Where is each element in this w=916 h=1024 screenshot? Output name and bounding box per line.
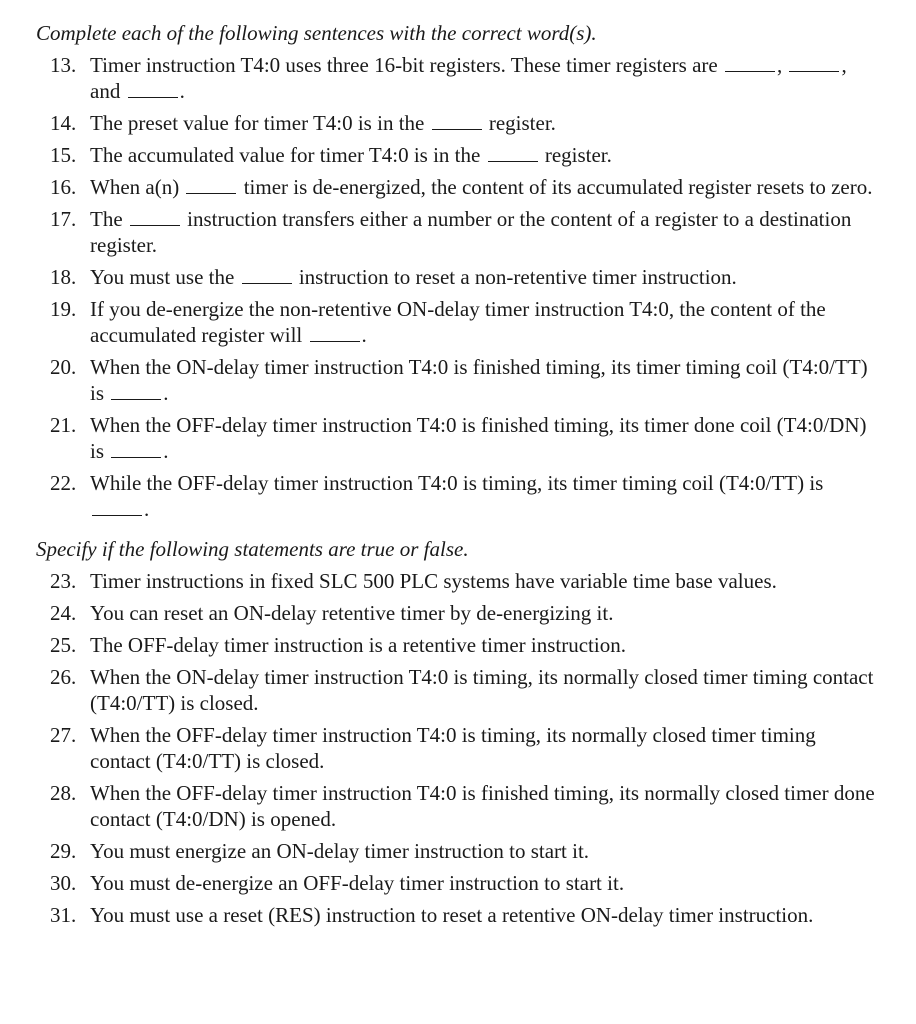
answer-blank[interactable] <box>128 79 178 98</box>
question-text: You must energize an ON-delay timer instruction to start it. <box>90 839 590 863</box>
question-item <box>36 568 880 594</box>
question-number: 13. <box>50 53 77 77</box>
question-number: 29. <box>50 839 77 863</box>
question-number: 19. <box>50 297 77 321</box>
question-item <box>36 600 880 626</box>
answer-blank[interactable] <box>789 53 839 72</box>
question-number: 21. <box>50 413 77 437</box>
question-number: 26. <box>50 665 77 689</box>
question-text: When the ON-delay timer instruction T4:0 is finished timing, its timer timing coil (T4:0/TT) is <box>90 355 868 405</box>
answer-blank[interactable] <box>111 439 161 458</box>
question-item <box>36 110 880 136</box>
question-text: , <box>776 53 788 77</box>
question-text: The accumulated value for timer T4:0 is in the <box>90 143 486 167</box>
question-item <box>36 838 880 864</box>
question-number: 30. <box>50 871 77 895</box>
question-number: 31. <box>50 903 77 927</box>
question-number: 23. <box>50 569 77 593</box>
answer-blank[interactable] <box>488 143 538 162</box>
question-text: While the OFF-delay timer instruction T4:0 is timing, its timer timing coil (T4:0/TT) is <box>90 471 824 495</box>
question-text: instruction transfers either a number or the content of a register to a destination register. <box>90 207 852 257</box>
question-text: . <box>163 439 169 463</box>
question-item <box>36 664 880 716</box>
question-text: The <box>90 207 128 231</box>
question-text: If you de-energize the non-retentive ON-delay timer instruction T4:0, the content of the accumulated register will <box>90 297 826 347</box>
question-text: . <box>163 381 169 405</box>
answer-blank[interactable] <box>310 323 360 342</box>
question-text: You must use the <box>90 265 240 289</box>
question-number: 20. <box>50 355 77 379</box>
question-number: 14. <box>50 111 77 135</box>
question-text: You must use a reset (RES) instruction to reset a retentive ON-delay timer instruction. <box>90 903 814 927</box>
question-text: The OFF-delay timer instruction is a retentive timer instruction. <box>90 633 626 657</box>
question-text: , and <box>90 53 847 103</box>
question-number: 15. <box>50 143 77 167</box>
question-item <box>36 632 880 658</box>
answer-blank[interactable] <box>92 497 142 516</box>
question-number: 18. <box>50 265 77 289</box>
question-text: . <box>144 497 150 521</box>
question-number: 28. <box>50 781 77 805</box>
question-item <box>36 902 880 928</box>
question-number: 17. <box>50 207 77 231</box>
question-text: instruction to reset a non-retentive timer instruction. <box>293 265 737 289</box>
question-text: register. <box>539 143 612 167</box>
section1-instruction: Complete each of the following sentences with the correct word(s). <box>36 21 597 45</box>
question-text: register. <box>483 111 556 135</box>
question-item <box>36 296 880 348</box>
answer-blank[interactable] <box>186 175 236 194</box>
question-item <box>36 206 880 258</box>
question-item <box>36 722 880 774</box>
question-item <box>36 264 880 290</box>
question-item <box>36 142 880 168</box>
section1-list <box>36 52 880 522</box>
question-text: Timer instruction T4:0 uses three 16-bit registers. These timer registers are <box>90 53 723 77</box>
answer-blank[interactable] <box>242 265 292 284</box>
question-number: 27. <box>50 723 77 747</box>
question-text: . <box>179 79 185 103</box>
answer-blank[interactable] <box>725 53 775 72</box>
section2-list <box>36 568 880 928</box>
question-text: . <box>361 323 367 347</box>
answer-blank[interactable] <box>111 381 161 400</box>
question-number: 24. <box>50 601 77 625</box>
question-number: 22. <box>50 471 77 495</box>
question-item <box>36 870 880 896</box>
answer-blank[interactable] <box>432 111 482 130</box>
question-text: When the OFF-delay timer instruction T4:0 is finished timing, its normally closed timer done contact (T4:0/DN) is opened. <box>90 781 875 831</box>
question-text: When a(n) <box>90 175 185 199</box>
section2-instruction: Specify if the following statements are true or false. <box>36 537 469 561</box>
question-number: 16. <box>50 175 77 199</box>
question-text: Timer instructions in fixed SLC 500 PLC systems have variable time base values. <box>90 569 777 593</box>
question-item <box>36 354 880 406</box>
question-item <box>36 470 880 522</box>
question-text: When the OFF-delay timer instruction T4:0 is timing, its normally closed timer timing contact (T4:0/TT) is closed. <box>90 723 816 773</box>
question-text: When the OFF-delay timer instruction T4:0 is finished timing, its timer done coil (T4:0/DN) is <box>90 413 867 463</box>
answer-blank[interactable] <box>130 207 180 226</box>
question-item <box>36 412 880 464</box>
question-item <box>36 52 880 104</box>
question-text: timer is de-energized, the content of its accumulated register resets to zero. <box>238 175 873 199</box>
question-text: You can reset an ON-delay retentive timer by de-energizing it. <box>90 601 614 625</box>
question-item <box>36 174 880 200</box>
question-text: When the ON-delay timer instruction T4:0 is timing, its normally closed timer timing contact (T4:0/TT) is closed. <box>90 665 874 715</box>
question-text: You must de-energize an OFF-delay timer instruction to start it. <box>90 871 625 895</box>
question-item <box>36 780 880 832</box>
question-number: 25. <box>50 633 77 657</box>
question-text: The preset value for timer T4:0 is in the <box>90 111 430 135</box>
